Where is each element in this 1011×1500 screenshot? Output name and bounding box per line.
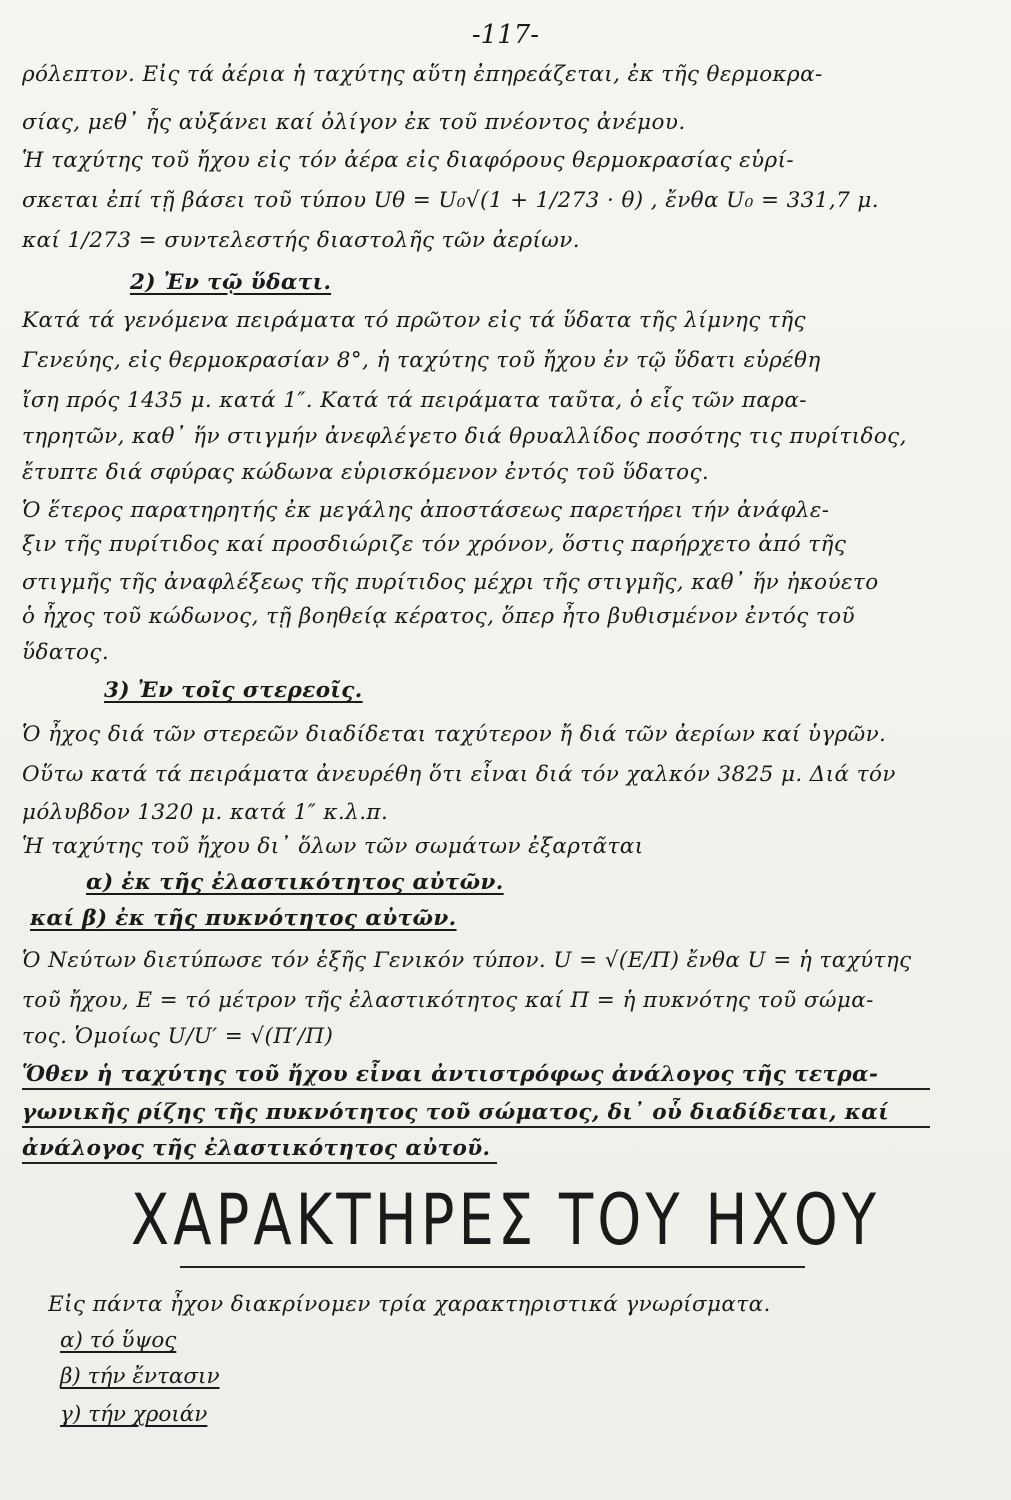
conclusion-line: ἀνάλογος τῆς ἐλαστικότητος αὐτοῦ. xyxy=(22,1136,491,1161)
conclusion-line: Ὅθεν ἡ ταχύτης τοῦ ἤχου εἶναι ἀντιστρόφως ἀνάλογος τῆς τετρα- xyxy=(22,1062,879,1087)
text-line: Οὕτω κατά τά πειράματα ἀνευρέθη ὅτι εἶναι διά τόν χαλκόν 3825 μ. Διά τόν xyxy=(22,762,896,787)
text-line: Ὁ ἕτερος παρατηρητής ἐκ μεγάλης ἀποστάσεως παρετήρει τήν ἀνάφλε- xyxy=(22,498,830,523)
text-line: τοῦ ἤχου, E = τό μέτρον τῆς ἐλαστικότητος καί Π = ἡ πυκνότης τοῦ σώμα- xyxy=(22,988,874,1013)
text-line: Ἡ ταχύτης τοῦ ἤχου εἰς τόν ἀέρα εἰς διαφόρους θερμοκρασίας εὑρί- xyxy=(22,148,795,173)
text-line: Κατά τά γενόμενα πειράματα τό πρῶτον εἰς τά ὕδατα τῆς λίμνης τῆς xyxy=(22,308,806,333)
text-line: Ἡ ταχύτης τοῦ ἤχου δι᾽ ὅλων τῶν σωμάτων ἐξαρτᾶται xyxy=(22,834,644,859)
list-item: καί β) ἐκ τῆς πυκνότητος αὐτῶν. xyxy=(30,906,457,931)
underline-rule xyxy=(22,1088,930,1090)
heading-rule xyxy=(180,1266,805,1268)
text-line: Ὁ ἦχος διά τῶν στερεῶν διαδίδεται ταχύτερον ἤ διά τῶν ἀερίων καί ὑγρῶν. xyxy=(22,722,887,747)
subsection-heading: 3) Ἐν τοῖς στερεοῖς. xyxy=(104,678,363,703)
characteristic-item: γ) τήν χροιάν xyxy=(60,1402,208,1427)
underline-rule xyxy=(22,1126,930,1128)
characteristic-item: β) τήν ἔντασιν xyxy=(60,1364,220,1389)
formula-line: σκεται ἐπί τῇ βάσει τοῦ τύπου Uθ = U₀√(1 + 1/273 · θ) , ἔνθα U₀ = 331,7 μ. xyxy=(22,188,879,213)
formula-line: Ὁ Νεύτων διετύπωσε τόν ἑξῆς Γενικόν τύπον. U = √(E/Π) ἔνθα U = ἡ ταχύτης xyxy=(22,948,912,973)
list-item: α) ἐκ τῆς ἐλαστικότητος αὐτῶν. xyxy=(86,870,504,895)
text-line: τηρητῶν, καθ᾽ ἥν στιγμήν ἀνεφλέγετο διά θρυαλλίδος ποσότης τις πυρίτιδος, xyxy=(22,424,907,449)
text-line: καί 1/273 = συντελεστής διαστολῆς τῶν ἀερίων. xyxy=(22,228,580,253)
underline-rule xyxy=(22,1162,497,1164)
characteristic-item: α) τό ὕψος xyxy=(60,1328,177,1353)
text-line: σίας, μεθ᾽ ἧς αὐξάνει καί ὀλίγον ἐκ τοῦ πνέοντος ἀνέμου. xyxy=(22,110,686,135)
text-line: ἔτυπτε διά σφύρας κώδωνα εὑρισκόμενον ἐντός τοῦ ὕδατος. xyxy=(22,460,710,485)
text-line: ἴση πρός 1435 μ. κατά 1″. Κατά τά πειράματα ταῦτα, ὁ εἷς τῶν παρα- xyxy=(22,388,807,413)
conclusion-line: γωνικῆς ρίζης τῆς πυκνότητος τοῦ σώματος, δι᾽ οὗ διαδίδεται, καί xyxy=(22,1100,890,1125)
text-line: στιγμῆς τῆς ἀναφλέξεως τῆς πυρίτιδος μέχρι τῆς στιγμῆς, καθ᾽ ἥν ἠκούετο xyxy=(22,570,879,595)
text-line: μόλυβδον 1320 μ. κατά 1″ κ.λ.π. xyxy=(22,800,389,825)
text-line: ὕδατος. xyxy=(22,640,110,665)
intro-line: Εἰς πάντα ἦχον διακρίνομεν τρία χαρακτηριστικά γνωρίσματα. xyxy=(48,1292,771,1317)
text-line: ρόλεπτον. Εἰς τά ἀέρια ἡ ταχύτης αὕτη ἐπηρεάζεται, ἐκ τῆς θερμοκρα- xyxy=(22,62,823,87)
text-line: ξιν τῆς πυρίτιδος καί προσδιώριζε τόν χρόνον, ὅστις παρήρχετο ἀπό τῆς xyxy=(22,532,847,557)
subsection-heading: 2) Ἐν τῷ ὕδατι. xyxy=(130,270,332,295)
section-heading: ΧΑΡΑΚΤΗΡΕΣ ΤΟΥ ΗΧΟΥ xyxy=(130,1180,881,1262)
text-line: Γενεύης, εἰς θερμοκρασίαν 8°, ἡ ταχύτης τοῦ ἤχου ἐν τῷ ὕδατι εὑρέθη xyxy=(22,348,821,373)
formula-line: τος. Ὁμοίως U/U′ = √(Π′/Π) xyxy=(22,1024,334,1049)
text-line: ὁ ἦχος τοῦ κώδωνος, τῇ βοηθείᾳ κέρατος, ὅπερ ἦτο βυθισμένον ἐντός τοῦ xyxy=(22,604,855,629)
page-number: -117- xyxy=(471,20,540,50)
